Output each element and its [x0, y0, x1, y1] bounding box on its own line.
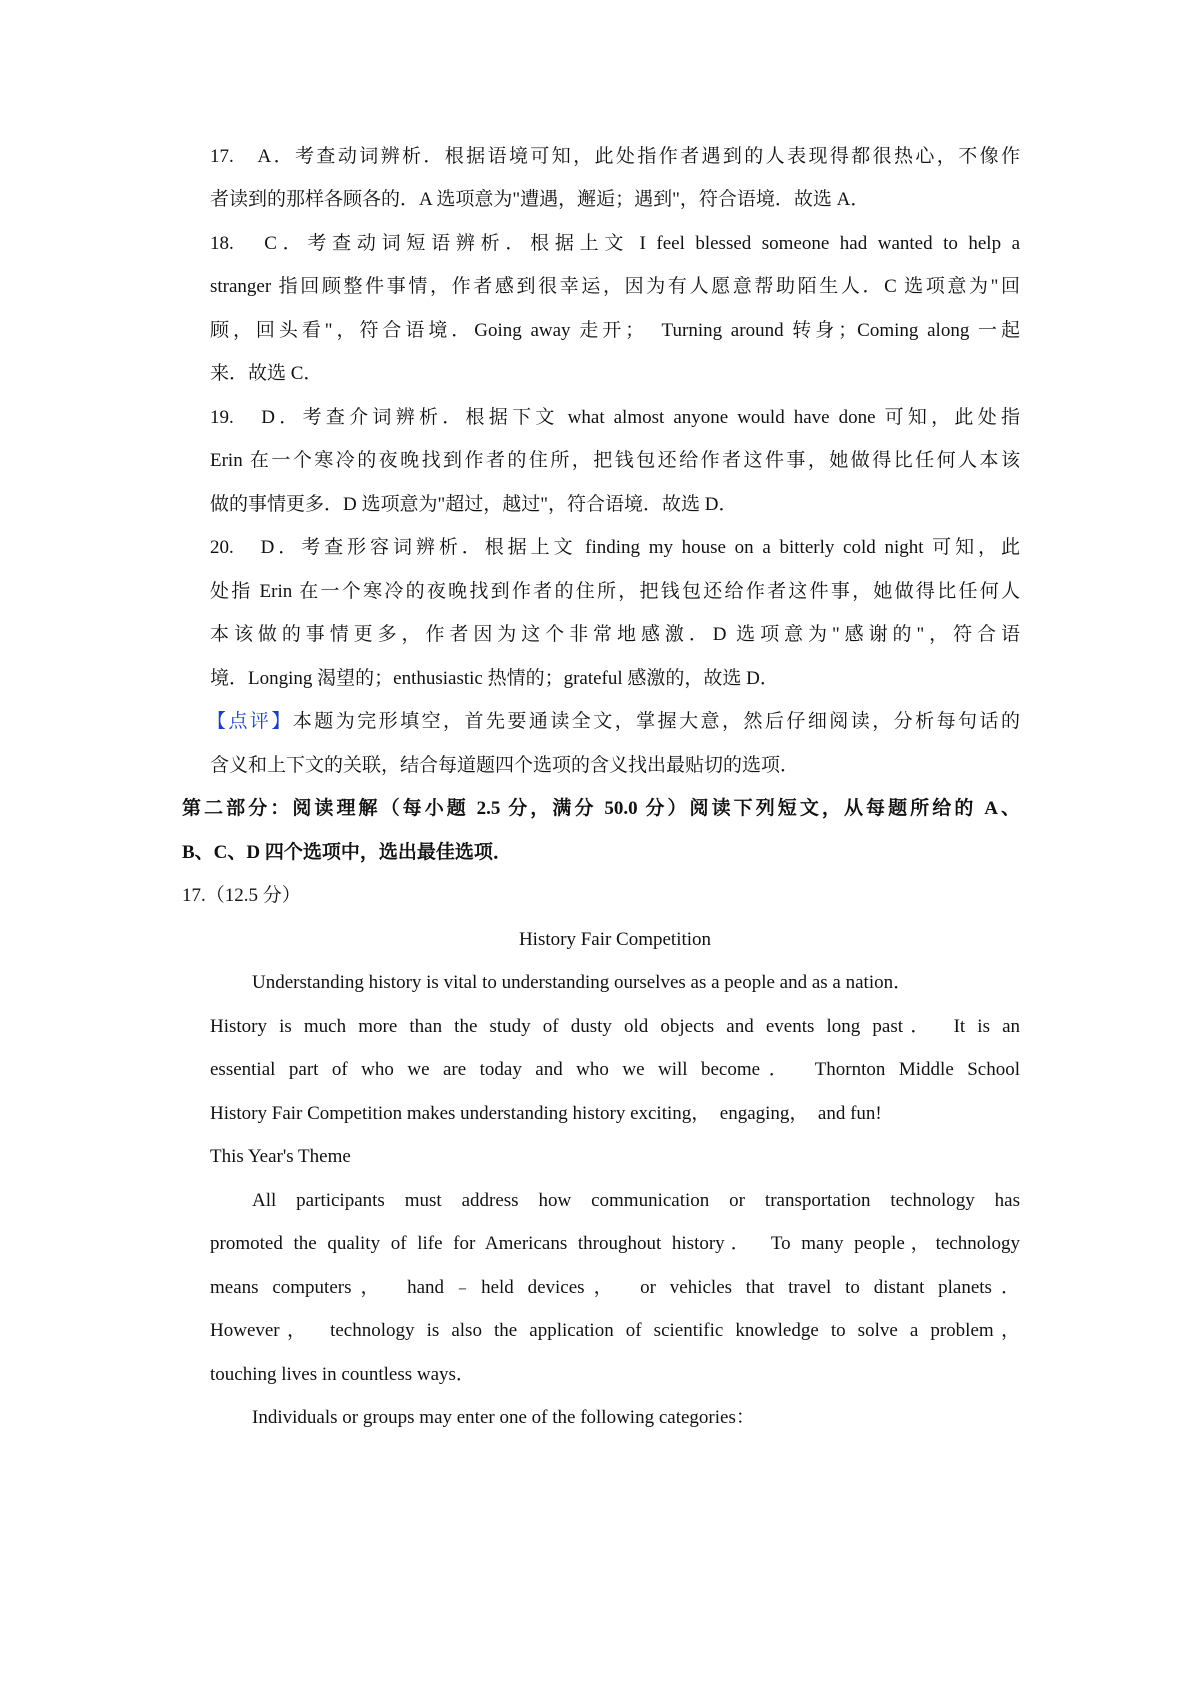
- passage-p2-line-4: However， technology is also the application of scientific knowledge to solve a problem，: [210, 1320, 1020, 1341]
- answer-20-line-3: 本该做的事情更多，作者因为这个非常地感激．D 选项意为"感谢的"，符合语: [210, 624, 1020, 645]
- comment-text: 本题为完形填空，首先要通读全文，掌握大意，然后仔细阅读，分析每句话的: [292, 711, 1020, 732]
- answer-20-line-1: 20. D．考查形容词辨析．根据上文 finding my house on a bitterly cold night 可知，此: [210, 537, 1020, 558]
- answer-17-line-2: 者读到的那样各顾各的．A 选项意为"遭遇，邂逅；遇到"，符合语境．故选 A．: [210, 189, 870, 210]
- passage-p2-line-5: touching lives in countless ways．: [210, 1364, 475, 1385]
- answer-19-line-2: Erin 在一个寒冷的夜晚找到作者的住所，把钱包还给作者这件事，她做得比任何人本该: [210, 450, 1020, 471]
- question-number: 17.（12.5 分）: [182, 885, 301, 906]
- comment-line-1: [207, 708, 1020, 736]
- answer-18-line-4: 来．故选 C．: [210, 363, 323, 384]
- passage-p2-line-3: means computers， hand﹣held devices， or vehicles that travel to distant planets．: [210, 1277, 1020, 1298]
- section-heading-line-2: B、C、D 四个选项中，选出最佳选项．: [182, 842, 512, 863]
- answer-18-line-3: 顾，回头看"，符合语境．Going away 走开； Turning around 转身；Coming along 一起: [210, 320, 1020, 341]
- answer-20-line-4: 境．Longing 渴望的；enthusiastic 热情的；grateful 感激的，故选 D．: [210, 668, 779, 689]
- theme-subheading: This Year's Theme: [210, 1146, 351, 1167]
- answer-17-line-1: 17. A．考查动词辨析．根据语境可知，此处指作者遇到的人表现得都很热心，不像作: [210, 146, 1020, 167]
- comment-tag: 【点评】: [207, 711, 293, 732]
- answer-19-line-3: 做的事情更多．D 选项意为"超过，越过"，符合语境．故选 D．: [210, 494, 738, 515]
- answer-18-line-2: stranger 指回顾整件事情，作者感到很幸运，因为有人愿意帮助陌生人．C 选项意为"回: [210, 276, 1020, 297]
- section-heading-line-1: 第二部分：阅读理解（每小题 2.5 分，满分 50.0 分）阅读下列短文，从每题所给的 A、: [182, 798, 1020, 819]
- passage-title: History Fair Competition: [518, 929, 712, 950]
- passage-p1-line-1: Understanding history is vital to understanding ourselves as a people and as a nation．: [252, 972, 913, 993]
- passage-p1-line-4: History Fair Competition makes understanding history exciting， engaging， and fun!: [210, 1103, 882, 1124]
- comment-line-2: 含义和上下文的关联，结合每道题四个选项的含义找出最贴切的选项．: [210, 755, 800, 776]
- passage-p2-line-1: All participants must address how communication or transportation technology has: [252, 1190, 1020, 1211]
- answer-20-line-2: 处指 Erin 在一个寒冷的夜晚找到作者的住所，把钱包还给作者这件事，她做得比任何人: [210, 581, 1020, 602]
- answer-18-line-1: 18. C．考查动词短语辨析．根据上文 I feel blessed someone had wanted to help a: [210, 233, 1020, 254]
- passage-p1-line-3: essential part of who we are today and who we will become． Thornton Middle School: [210, 1059, 1020, 1080]
- answer-19-line-1: 19. D．考查介词辨析．根据下文 what almost anyone would have done 可知，此处指: [210, 407, 1020, 428]
- passage-p2-line-2: promoted the quality of life for Americans throughout history． To many people，technology: [210, 1233, 1020, 1254]
- passage-p1-line-2: History is much more than the study of dusty old objects and events long past． It is an: [210, 1016, 1020, 1037]
- passage-p3-line-1: Individuals or groups may enter one of the following categories：: [252, 1407, 755, 1428]
